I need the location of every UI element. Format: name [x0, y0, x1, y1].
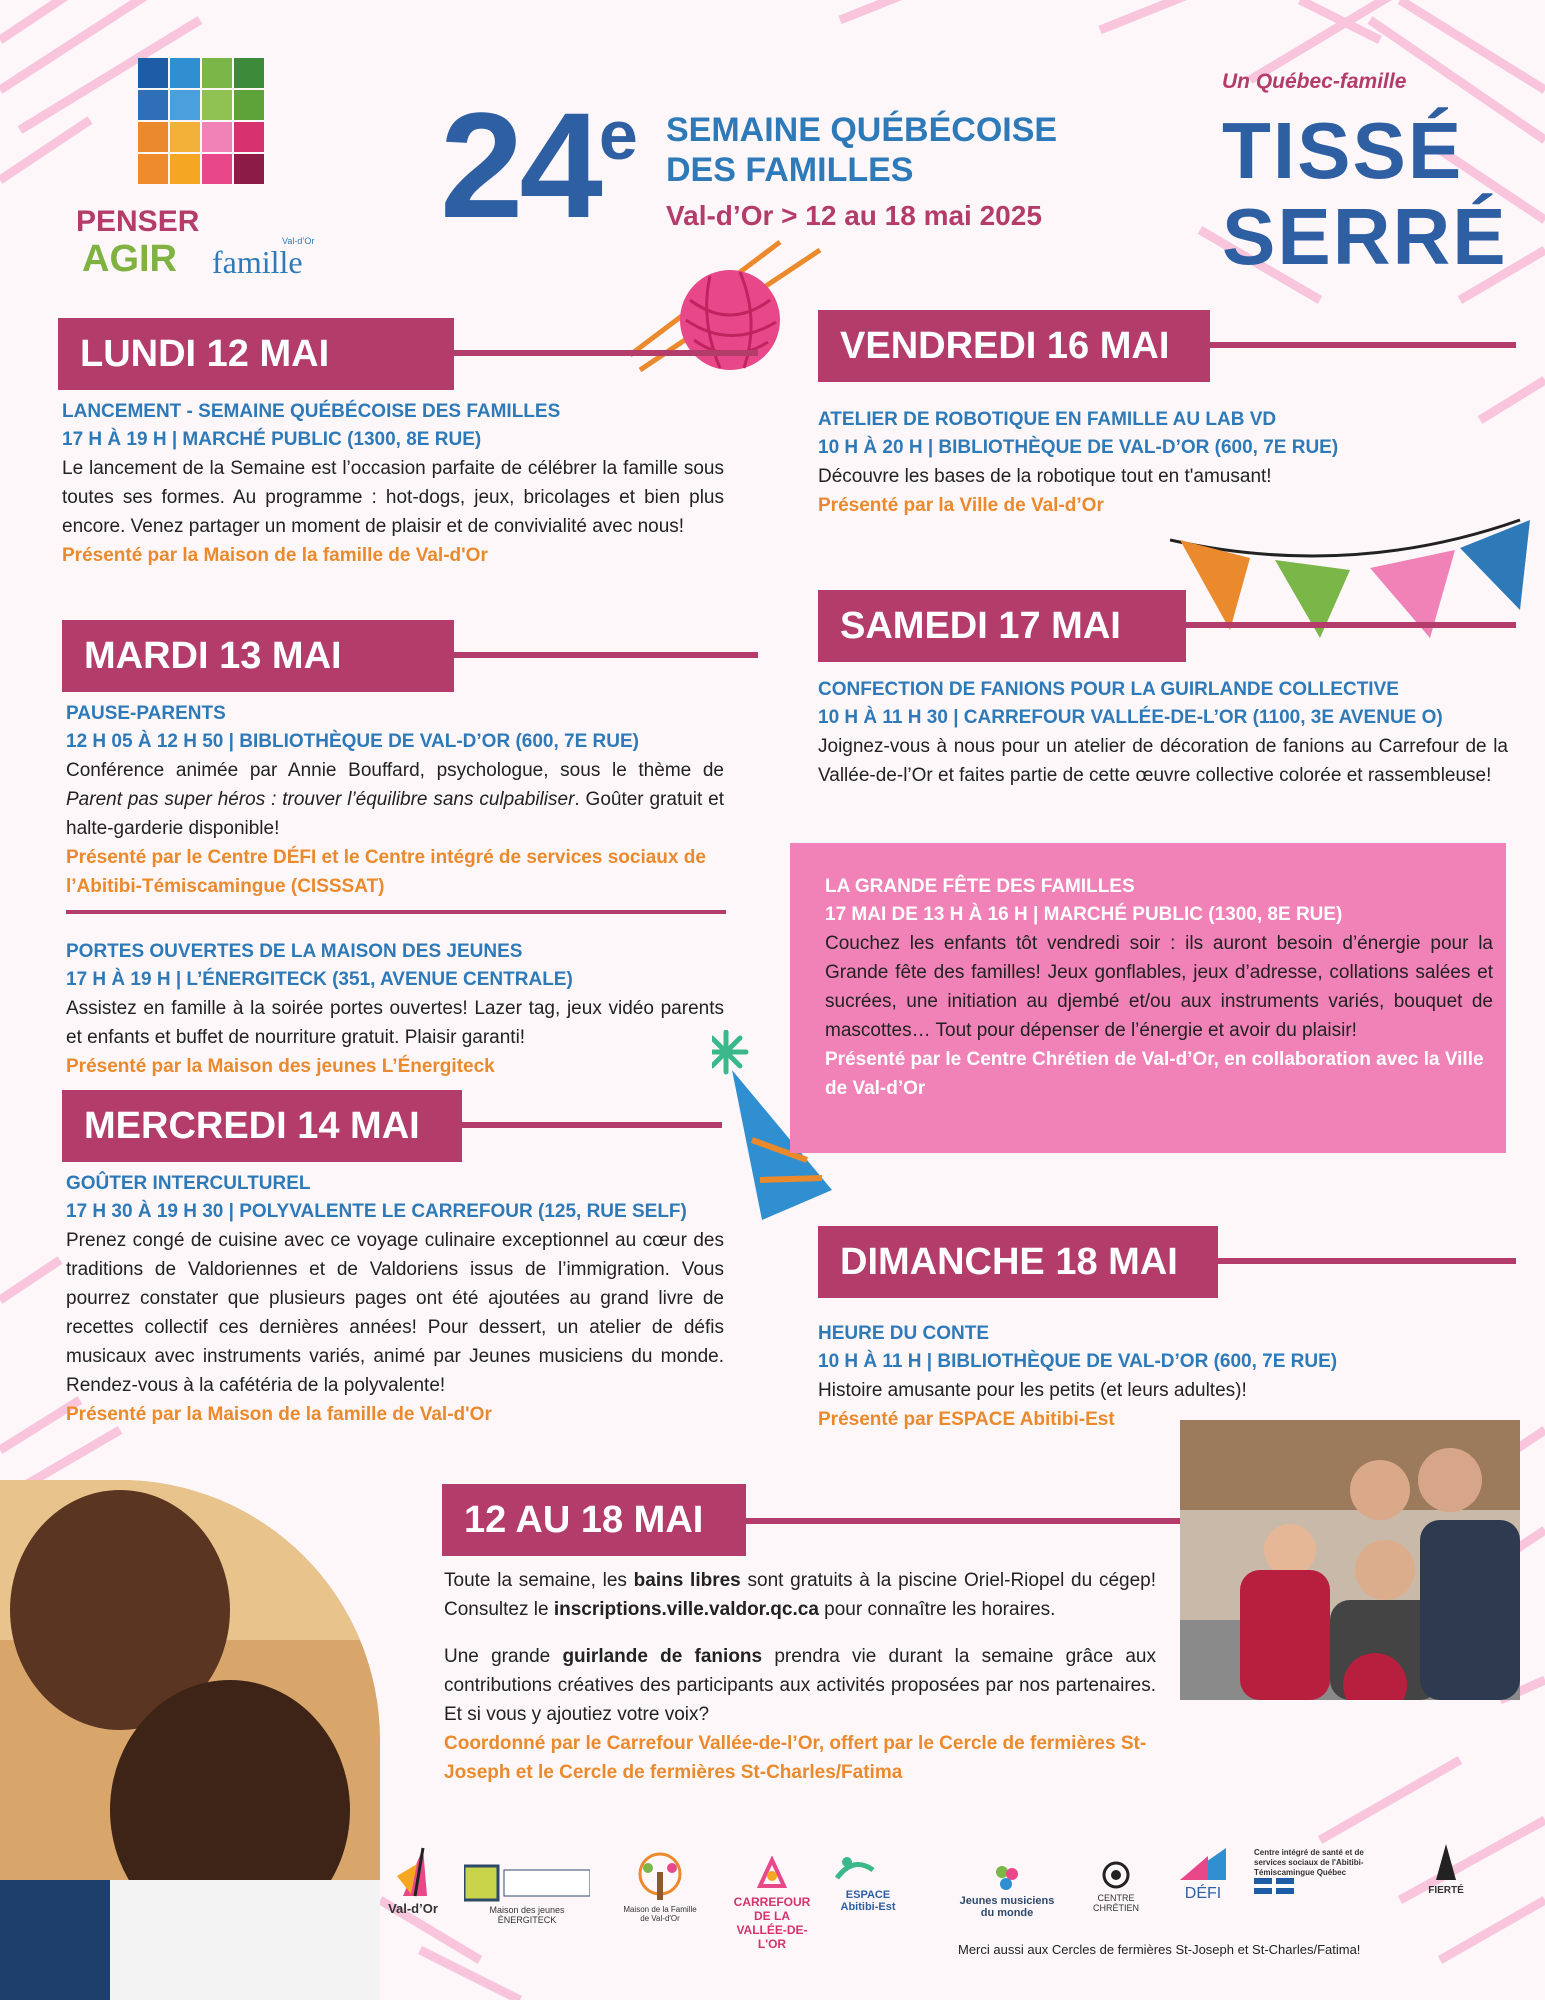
event-presenter: Présenté par ESPACE Abitibi-Est [818, 1409, 1115, 1430]
event-when: 10 H À 11 H 30 | CARREFOUR VALLÉE-DE-L’OR (1100, 3E AVENUE O) [818, 707, 1443, 728]
espace-logo-icon [833, 1854, 903, 1886]
partner-energiteck: Maison des jeunes ÉNERGITECK [464, 1864, 590, 1925]
banner-line [454, 652, 758, 658]
week-coordinator: Coordonné par le Carrefour Vallée-de-l’Or, offert par le Cercle de fermières St-Joseph et le Cercle de fermières St-Charles/Fatima [444, 1733, 1147, 1783]
theme-line2: SERRÉ [1222, 192, 1508, 281]
penser-agir-famille-logo-mark [138, 58, 264, 184]
family-photo [1180, 1420, 1520, 1700]
event-title-line1: SEMAINE QUÉBÉCOISE [666, 111, 1058, 149]
event-title: GOÛTER INTERCULTUREL [66, 1173, 311, 1194]
jmm-logo-icon [992, 1862, 1022, 1892]
event-fanions [818, 676, 1508, 790]
maison-famille-logo-icon [630, 1852, 690, 1902]
day-banner-vendredi: VENDREDI 16 MAI [818, 310, 1210, 382]
conference-theme: Parent pas super héros : trouver l’équilibre sans culpabiliser [66, 789, 575, 810]
partner-carrefour: CARREFOUR DE LA VALLÉE-DE-L'OR [730, 1856, 814, 1951]
edition-suffix: e [598, 96, 634, 174]
logo-penser: PENSER [76, 205, 200, 238]
event-description: Histoire amusante pour les petits (et leurs adultes)! [818, 1380, 1247, 1401]
event-description: Prenez congé de cuisine avec ce voyage culinaire exceptionnel au cœur des traditions de Valdoriennes et de Valdoriens issus de l’immigration. Vous pourrez constater que plusieurs pages ont été ajoutées au grand livre de recettes collectif ces dernières années! Pour dessert, un atelier de défis musicaux avec instruments variés, animé par Jeunes musiciens du monde. Rendez-vous à la cafétéria de la polyvalente! [66, 1230, 724, 1396]
event-when: 17 H À 19 H | L’ÉNERGITECK (351, AVENUE CENTRALE) [66, 969, 573, 990]
event-presenter: Présenté par la Maison de la famille de Val-d'Or [62, 545, 488, 566]
event-title: ATELIER DE ROBOTIQUE EN FAMILLE AU LAB VD [818, 409, 1277, 430]
event-when: 12 H 05 À 12 H 50 | BIBLIOTHÈQUE DE VAL-D’OR (600, 7E RUE) [66, 731, 639, 752]
day-banner-dimanche: DIMANCHE 18 MAI [818, 1226, 1218, 1298]
event-title: PORTES OUVERTES DE LA MAISON DES JEUNES [66, 941, 523, 962]
banner-line [462, 1122, 722, 1128]
week-info [444, 1566, 1156, 1787]
family-photo-illustration [1180, 1420, 1520, 1700]
week-banner: 12 AU 18 MAI [442, 1484, 746, 1556]
partner-val-dor: Val-d’Or [378, 1846, 448, 1916]
event-presenter: Présenté par le Centre DÉFI et le Centre intégré de services sociaux de l’Abitibi-Témiscamingue (CISSSAT) [66, 847, 706, 897]
event-title: CONFECTION DE FANIONS POUR LA GUIRLANDE COLLECTIVE [818, 679, 1399, 700]
event-description: Couchez les enfants tôt vendredi soir : ils auront besoin d’énergie pour la Grande fête des familles! Jeux gonflables, jeux d’adresse, collations salées et sucrées, une initiation au djembé et/ou aux instruments variés, bouquet de mascottes… Tout pour dépenser de l’énergie et avoir du plaisir! [825, 933, 1493, 1041]
theme-title [1222, 108, 1508, 280]
partner-cisssat: Centre intégré de santé et de services sociaux de l'Abitibi-Témiscamingue Québec [1254, 1848, 1384, 1897]
defi-logo-icon [1178, 1846, 1228, 1882]
banner-line [746, 1518, 1180, 1524]
event-title: PAUSE-PARENTS [66, 703, 226, 724]
event-when: 17 H À 19 H | MARCHÉ PUBLIC (1300, 8E RUE) [62, 429, 482, 450]
event-gouter-interculturel [66, 1170, 724, 1429]
banner-line [454, 350, 758, 356]
tagline: Un Québec-famille [1222, 70, 1407, 93]
event-title: LA GRANDE FÊTE DES FAMILLES [825, 876, 1135, 897]
event-divider [66, 910, 726, 914]
grande-fete-box [790, 843, 1506, 1153]
event-description: Découvre les bases de la robotique tout en t'amusant! [818, 466, 1272, 487]
partner-centre-chretien: CENTRE CHRÉTIEN [1076, 1860, 1156, 1913]
banner-line [1186, 622, 1516, 628]
day-banner-samedi: SAMEDI 17 MAI [818, 590, 1186, 662]
event-title-line2: DES FAMILLES [666, 151, 914, 189]
event-robotique [818, 406, 1508, 520]
event-title: LANCEMENT - SEMAINE QUÉBÉCOISE DES FAMILLES [62, 401, 561, 422]
event-presenter: Présenté par la Maison de la famille de Val-d'Or [66, 1404, 492, 1425]
logo-val-dor: Val-d’Or [282, 236, 315, 246]
partner-defi: DÉFI [1172, 1846, 1234, 1903]
theme-line1: TISSÉ [1222, 106, 1464, 195]
event-presenter: Présenté par la Maison des jeunes L’Énergiteck [66, 1056, 495, 1077]
yarn-ball-icon [620, 240, 830, 380]
centre-chretien-logo-icon [1101, 1860, 1131, 1890]
partner-maison-famille: Maison de la Famille de Val-d'Or [620, 1852, 700, 1923]
quebec-flag-icon [1254, 1878, 1294, 1894]
event-when: 10 H À 11 H | BIBLIOTHÈQUE DE VAL-D’OR (600, 7E RUE) [818, 1351, 1338, 1372]
energiteck-logo-icon [464, 1864, 590, 1902]
location-dates: Val-d’Or > 12 au 18 mai 2025 [666, 200, 1042, 231]
logo-agir: AGIR [82, 238, 177, 280]
event-lancement [62, 398, 724, 570]
footnote: Merci aussi aux Cercles de fermières St-Joseph et St-Charles/Fatima! [958, 1942, 1361, 1957]
day-banner-mercredi: MERCREDI 14 MAI [62, 1090, 462, 1162]
val-dor-logo-icon [393, 1846, 433, 1898]
event-portes-ouvertes [66, 938, 724, 1081]
day-banner-lundi: LUNDI 12 MAI [58, 318, 454, 390]
guirlande-bold: guirlande de fanions [562, 1646, 763, 1667]
logo-famille: famille [212, 244, 303, 280]
bunting-flags-icon [1170, 510, 1545, 640]
bains-libres-bold: bains libres [633, 1570, 741, 1591]
partner-jeunes-musiciens: Jeunes musiciens du monde [952, 1862, 1062, 1919]
event-when: 17 MAI DE 13 H À 16 H | MARCHÉ PUBLIC (1300, 8E RUE) [825, 904, 1343, 925]
day-banner-mardi: MARDI 13 MAI [62, 620, 454, 692]
event-description: Conférence animée par Annie Bouffard, psychologue, sous le thème de Parent pas super héros : trouver l’équilibre sans culpabiliser. Goûter gratuit et halte-garderie disponible! [66, 760, 724, 839]
event-presenter: Présenté par le Centre Chrétien de Val-d’Or, en collaboration avec la Ville de Val-d’Or [825, 1049, 1484, 1099]
event-title: HEURE DU CONTE [818, 1323, 990, 1344]
partner-espace: ESPACE Abitibi-Est [828, 1854, 908, 1913]
event-when: 17 H 30 À 19 H 30 | POLYVALENTE LE CARREFOUR (125, RUE SELF) [66, 1201, 687, 1222]
banner-line [1210, 342, 1516, 348]
week-bains-libres: Toute la semaine, les bains libres sont gratuits à la piscine Oriel-Riopel du cégep! Consultez le inscriptions.ville.valdor.qc.ca pour connaître les horaires. [444, 1570, 1156, 1620]
partner-fierte: FIERTÉ [1416, 1842, 1476, 1896]
event-grande-fete [825, 873, 1493, 1103]
event-when: 10 H À 20 H | BIBLIOTHÈQUE DE VAL-D’OR (600, 7E RUE) [818, 437, 1339, 458]
carrefour-logo-icon [752, 1856, 792, 1892]
event-presenter: Présenté par la Ville de Val-d’Or [818, 495, 1104, 516]
event-description: Joignez-vous à nous pour un atelier de décoration de fanions au Carrefour de la Vallée-de-l’Or et faites partie de cette œuvre collective colorée et rassembleuse! [818, 736, 1508, 786]
event-heure-du-conte [818, 1320, 1378, 1434]
week-guirlande: Une grande guirlande de fanions prendra vie durant la semaine grâce aux contributions créatives des participants aux activités proposées par nos partenaires. Et si vous y ajoutiez votre voix? [444, 1646, 1156, 1725]
edition-number: 24e [440, 81, 634, 249]
event-description: Le lancement de la Semaine est l’occasion parfaite de célébrer la famille sous toutes ses formes. Au programme : hot-dogs, jeux, bricolages et bien plus encore. Venez partager un moment de plaisir et de convivialité avec nous! [62, 458, 724, 537]
event-description: Assistez en famille à la soirée portes ouvertes! Lazer tag, jeux vidéo parents et enfants et buffet de nourriture gratuit. Plaisir garanti! [66, 998, 724, 1048]
inscriptions-link[interactable]: inscriptions.ville.valdor.qc.ca [553, 1599, 819, 1620]
event-pause-parents [66, 700, 724, 901]
event-title [666, 110, 1106, 190]
banner-line [1218, 1258, 1516, 1264]
fierte-logo-icon [1426, 1842, 1466, 1882]
